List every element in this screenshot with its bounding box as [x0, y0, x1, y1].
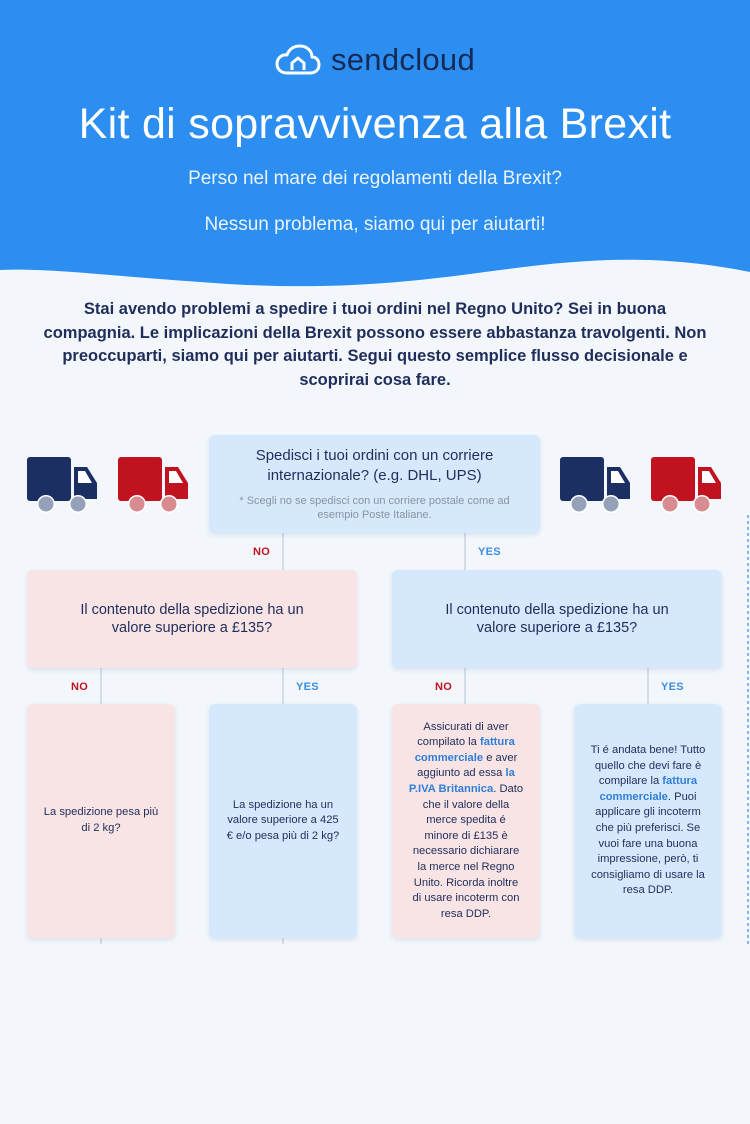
- commercial-invoice-link[interactable]: fattura commerciale: [599, 775, 698, 803]
- root-question-box: [209, 435, 540, 533]
- brand-name: sendcloud: [330, 42, 476, 77]
- answer-text: . Puoi applicare gli incoterm che più preferisci. Se vuoi fare una buona impressione, però, ti consigliamo di usare la resa DDP.: [591, 790, 705, 897]
- label-no: NO: [253, 546, 271, 558]
- answer-text: Assicurati di aver compilato la: [417, 720, 509, 749]
- truck-icon: [558, 455, 632, 515]
- answer-over-135: [590, 743, 706, 899]
- uk-vat-link[interactable]: la P.IVA Britannica: [408, 767, 515, 796]
- root-question: Spedisci i tuoi ordini con un corriere internazionale? (e.g. DHL, UPS): [255, 447, 494, 484]
- label-yes: YES: [296, 681, 319, 693]
- truck-icon: [25, 455, 99, 515]
- page-title: Kit di sopravvivenza alla Brexit: [78, 100, 672, 148]
- value-weight-question-box: [209, 704, 357, 938]
- weight-question: La spedizione pesa più di 2 kg?: [43, 806, 159, 834]
- answer-text: . Dato che il valore della merce spedita é minore di £135 è necessario dichiarare la merce nel Regno Unito. Ricorda inoltre di usare incoterm con resa DDP.: [412, 783, 524, 920]
- page-subtitle: Perso nel mare dei regolamenti della Brexit?: [188, 168, 562, 189]
- answer-box-over-135: [574, 704, 722, 938]
- label-no: NO: [435, 681, 453, 693]
- value-weight-question: La spedizione ha un valore superiore a 425 € e/o pesa più di 2 kg?: [226, 798, 340, 842]
- answer-box-under-135: [392, 704, 540, 938]
- root-question-note: * Scegli no se spedisci con un corriere postale come ad esempio Poste Italiane.: [239, 495, 510, 521]
- truck-icon: [116, 455, 190, 515]
- value-question-box-yes: [392, 570, 722, 668]
- answer-text: Ti é andata bene! Tutto quello che devi fare è compilare la: [590, 744, 706, 788]
- page-subtitle-2: Nessun problema, siamo qui per aiutarti!: [204, 214, 546, 235]
- answer-text: e aver aggiunto ad essa: [417, 751, 518, 780]
- label-no: NO: [71, 681, 89, 693]
- value-question-yes: Il contenuto della spedizione ha un valore superiore a £135?: [445, 601, 669, 636]
- commercial-invoice-link[interactable]: fattura commerciale: [414, 736, 515, 764]
- label-yes: YES: [661, 681, 684, 693]
- truck-icon: [649, 455, 723, 515]
- weight-question-box: [27, 704, 175, 938]
- intro-paragraph: Stai avendo problemi a spedire i tuoi ordini nel Regno Unito? Sei in buona compagnia. Le implicazioni della Brexit possono essere abbastanza travolgenti. Non preoccuparti, siamo qui per aiutarti. Segui questo semplice flusso decisionale e scoprirai cosa fare.: [43, 300, 707, 389]
- value-question-box-no: [27, 570, 357, 668]
- label-yes: YES: [478, 546, 501, 558]
- value-question-no: Il contenuto della spedizione ha un valore superiore a £135?: [80, 601, 304, 636]
- answer-under-135: [408, 720, 524, 923]
